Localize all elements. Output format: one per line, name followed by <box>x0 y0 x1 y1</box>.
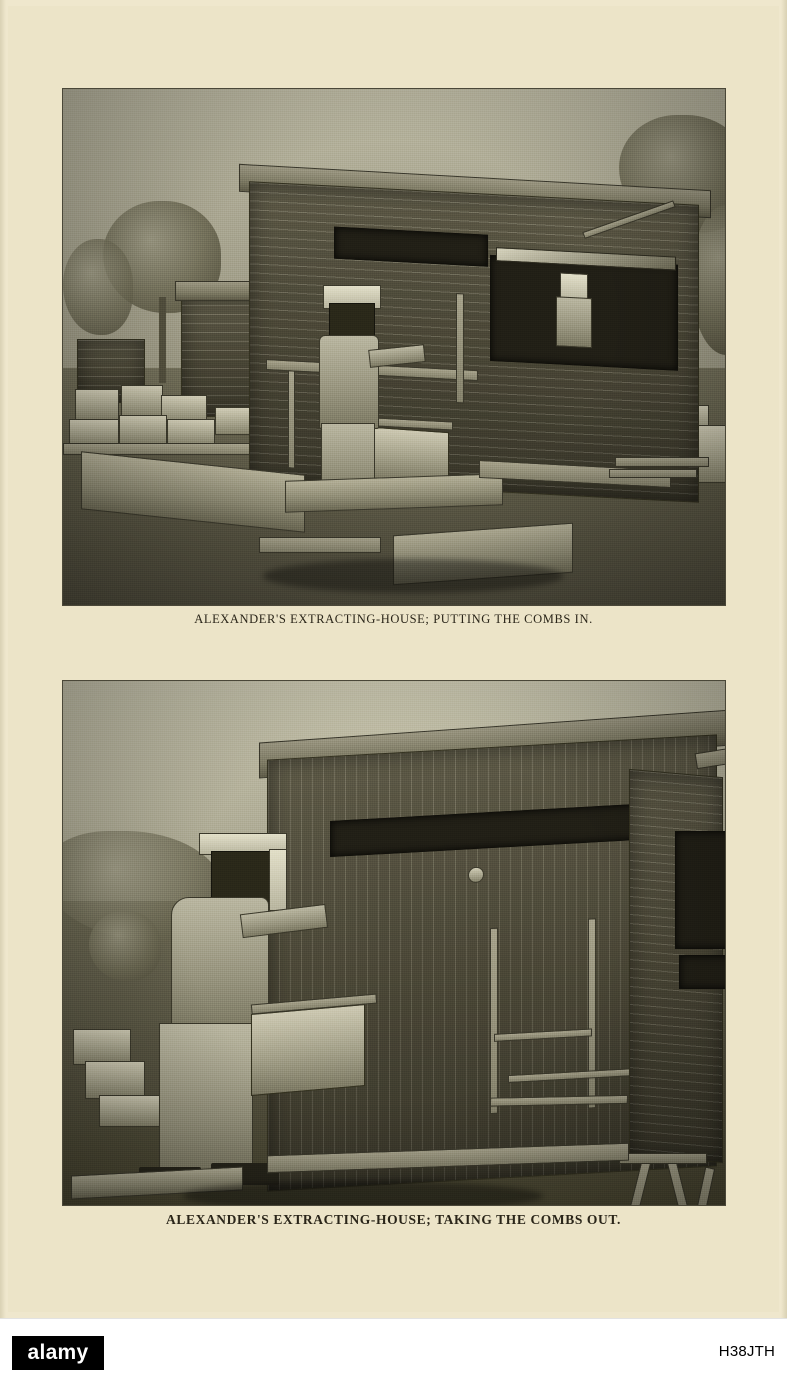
beehive <box>121 385 163 419</box>
tree-trunk <box>159 297 166 383</box>
comb-super-box <box>251 1004 365 1096</box>
end-wall-lower-opening <box>679 955 726 989</box>
alamy-logo: alamy <box>12 1336 104 1370</box>
photo-plate-top <box>62 88 726 606</box>
beehive <box>75 389 119 421</box>
wall-batten <box>490 928 498 1114</box>
alamy-image-reference: H38JTH <box>718 1343 775 1360</box>
plate-top-caption: ALEXANDER'S EXTRACTING-HOUSE; PUTTING THE COMBS IN. <box>194 612 593 626</box>
tree-icon <box>89 911 161 981</box>
lumber-pile <box>615 457 709 467</box>
stock-watermark-bar <box>0 1318 787 1391</box>
house-frame-board <box>288 370 295 468</box>
beehive <box>73 1029 131 1065</box>
cast-shadow <box>263 559 563 593</box>
sawhorse-beam <box>619 1153 707 1164</box>
page-edge-right <box>781 0 787 1318</box>
house-frame-board <box>456 293 464 403</box>
skid-support <box>259 537 381 553</box>
wall-batten <box>588 918 596 1108</box>
beekeeper-veil-side <box>269 849 287 911</box>
end-wall-window <box>675 831 726 949</box>
beehive <box>85 1061 145 1099</box>
cast-shadow <box>183 1181 543 1206</box>
extracting-house-body <box>249 181 699 503</box>
photo-plate-bottom <box>62 680 726 1206</box>
lumber-pile <box>609 469 697 478</box>
beekeeper-legs <box>159 1023 253 1181</box>
interior-worker-body <box>556 296 592 348</box>
beehive <box>99 1095 163 1127</box>
tree-icon <box>63 239 133 335</box>
page-edge-left <box>0 0 6 1318</box>
beehive <box>119 415 167 445</box>
plate-bottom-caption: ALEXANDER'S EXTRACTING-HOUSE; TAKING THE COMBS OUT. <box>166 1212 621 1227</box>
